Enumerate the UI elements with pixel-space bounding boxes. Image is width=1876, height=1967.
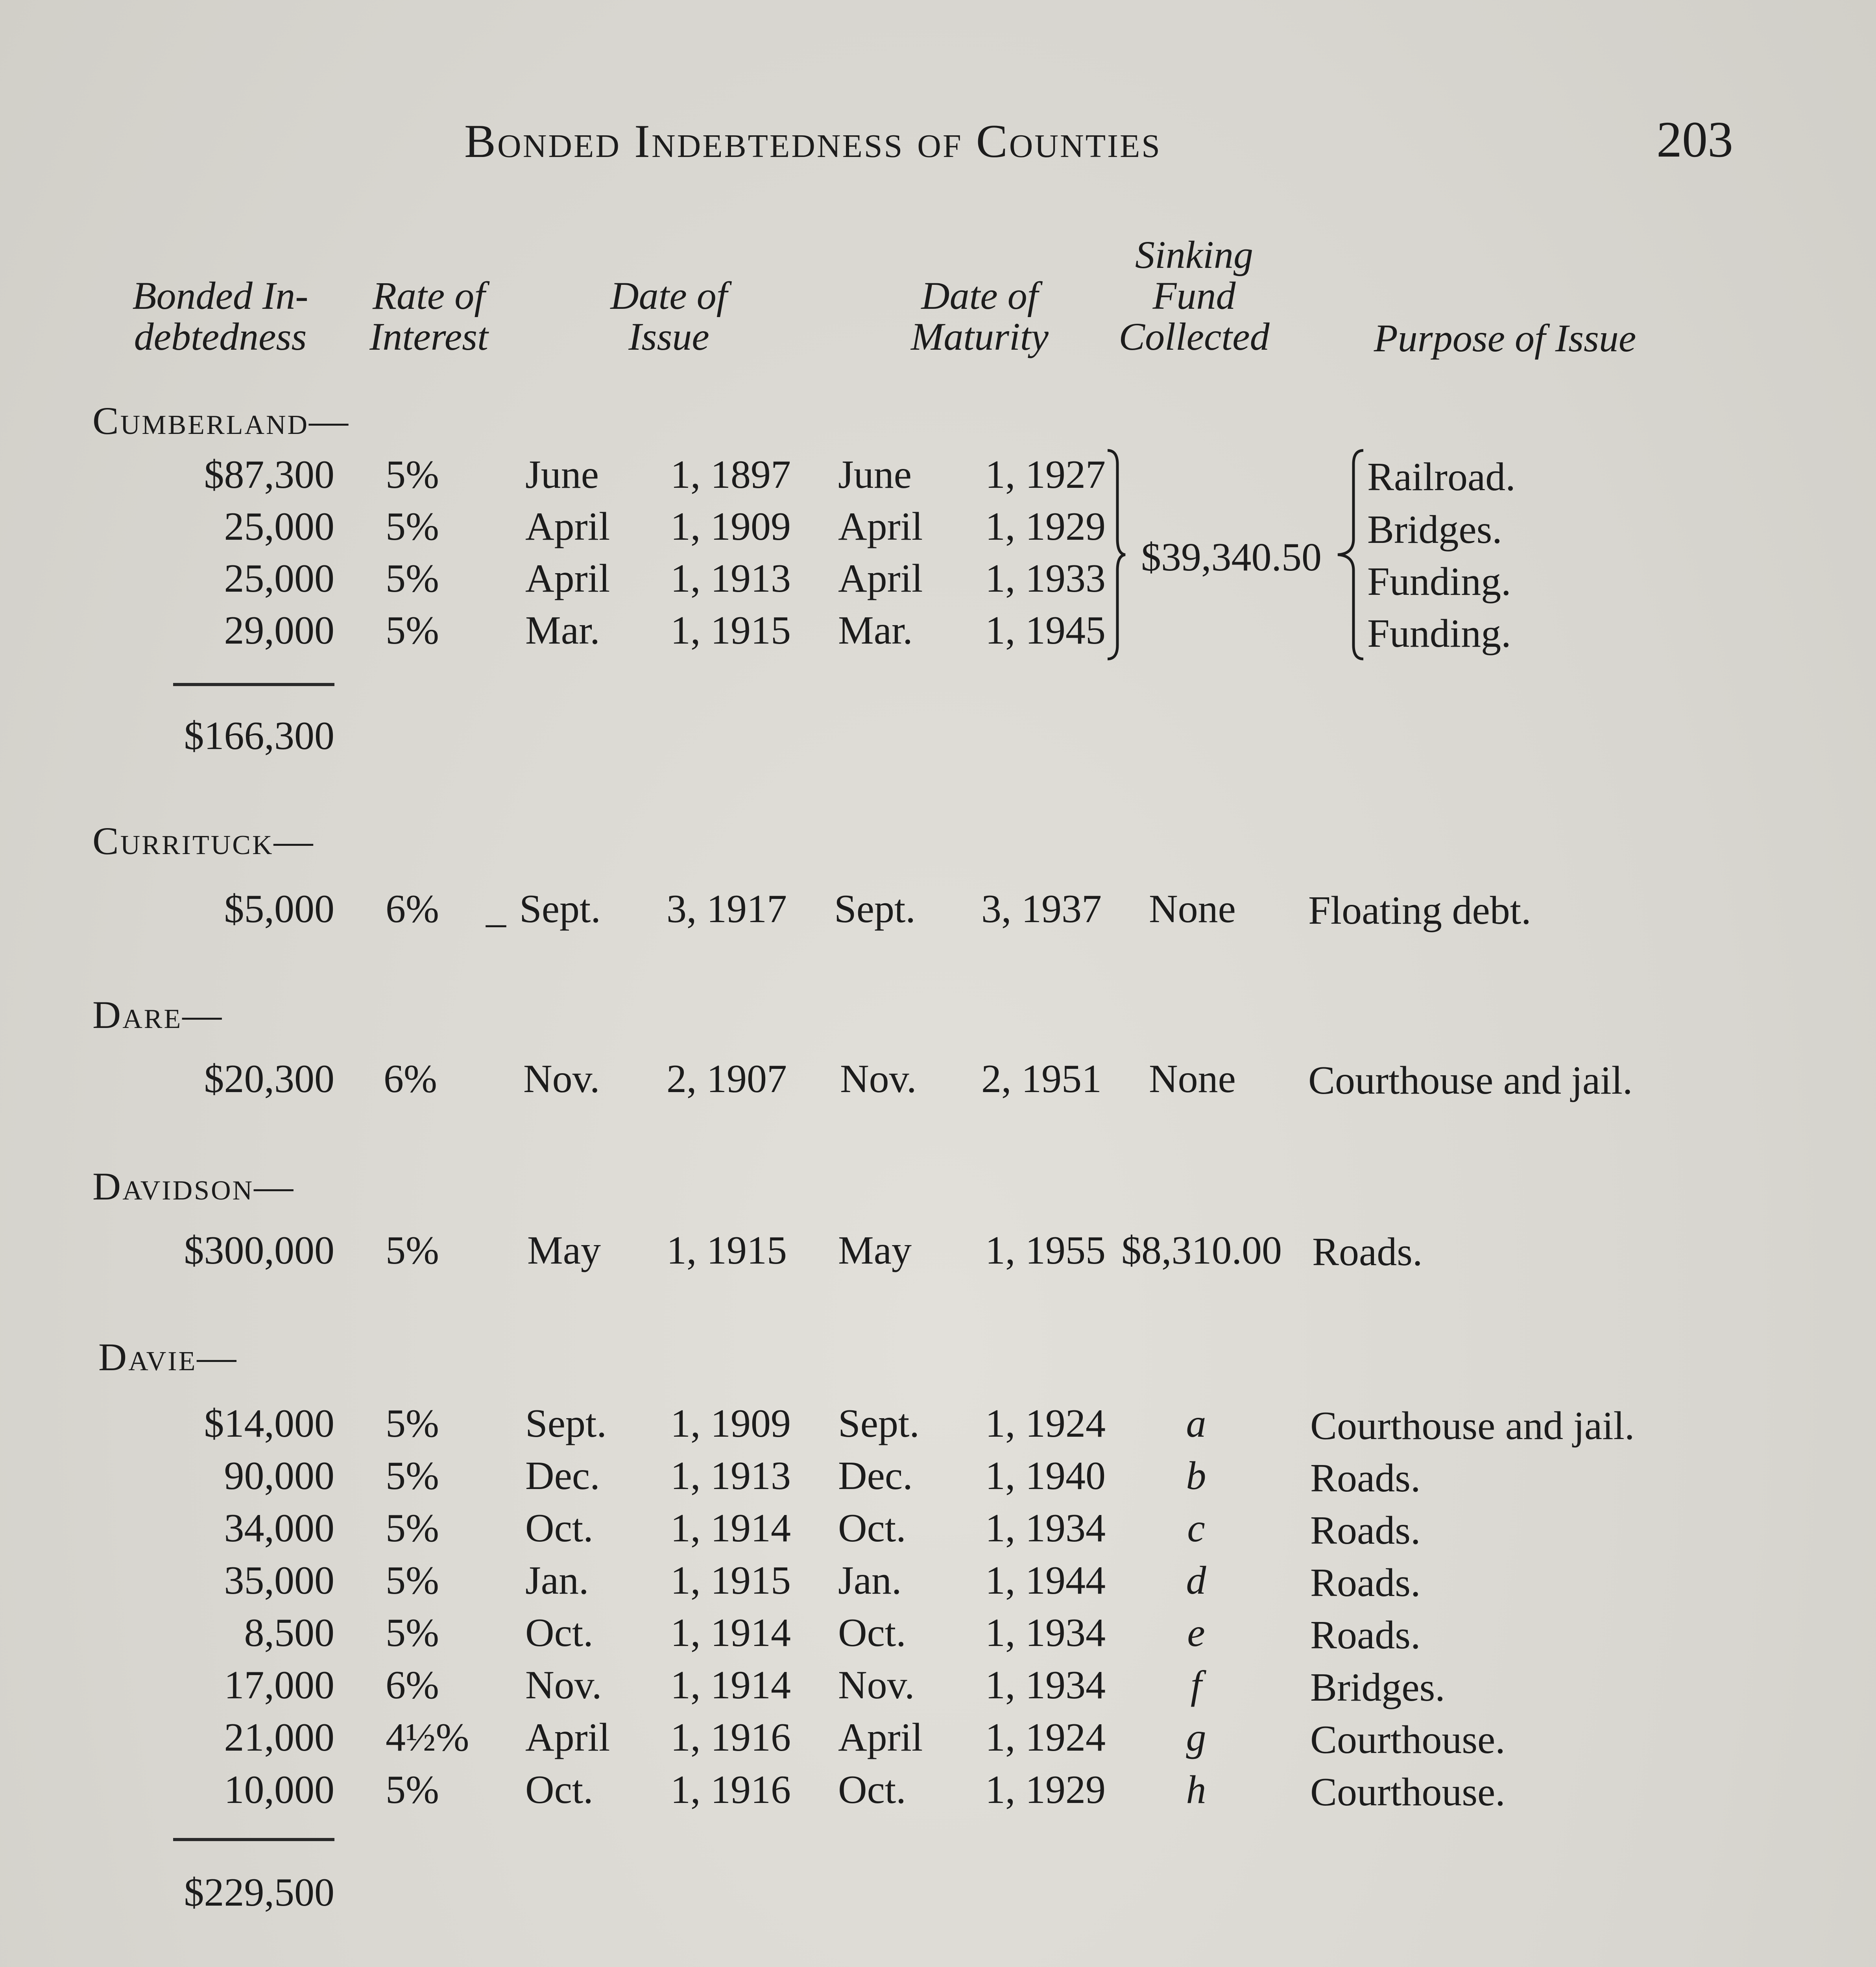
col-header-issue-line2: Issue [628,315,709,358]
davie-mat-month: Jan. [838,1558,902,1603]
davie-amount: 10,000 [224,1768,334,1812]
cumberland-mat-month: April [838,504,923,549]
davie-issue-month: Oct. [525,1506,593,1550]
dare-mat-month: Nov. [840,1057,917,1101]
currituck-mat-month: Sept. [834,887,916,931]
currituck-issue-day: 3, 1917 [667,887,787,931]
cumberland-purpose: Railroad. [1367,455,1516,499]
davie-issue-day: 1, 1916 [670,1768,791,1812]
col-header-sinking-line3: Collected [1119,315,1270,358]
davie-mat-day: 1, 1924 [985,1401,1106,1446]
davie-issue-day: 1, 1916 [670,1715,791,1760]
cumberland-total: $166,300 [184,714,334,758]
davie-purpose: Courthouse. [1310,1718,1505,1762]
davie-issue-month: Nov. [525,1663,602,1707]
col-header-rate [346,275,511,357]
cumberland-mat-month: Mar. [838,608,913,653]
davie-mat-day: 1, 1940 [985,1454,1106,1498]
total-rule [173,683,334,686]
page-number: 203 [1656,111,1733,168]
davie-amount: $14,000 [204,1401,334,1446]
cumberland-purpose: Bridges. [1367,507,1502,552]
currituck-purpose: Floating debt. [1308,888,1531,933]
cumberland-rate: 5% [386,452,439,497]
davidson-issue-month: May [527,1228,601,1273]
dare-sinking: None [1149,1057,1236,1101]
col-header-purpose: Purpose of Issue [1374,316,1636,360]
davie-sinking-ref: c [1187,1506,1205,1550]
col-header-rate-line1: Rate of [372,274,486,317]
davie-issue-month: Dec. [525,1454,600,1498]
currituck-dash: _ [486,887,506,931]
col-header-maturity-line2: Maturity [911,315,1049,358]
davidson-mat-day: 1, 1955 [985,1228,1106,1273]
cumberland-amount: 25,000 [224,556,334,601]
davie-mat-day: 1, 1944 [985,1558,1106,1603]
right-brace [1106,448,1129,661]
currituck-amount: $5,000 [224,887,334,931]
cumberland-amount: 25,000 [224,504,334,549]
davie-sinking-ref: f [1190,1663,1202,1707]
davie-mat-month: Dec. [838,1454,913,1498]
davie-issue-month: Oct. [525,1768,593,1812]
davie-issue-month: Oct. [525,1611,593,1655]
cumberland-purpose: Funding. [1367,559,1511,604]
cumberland-issue-month: April [525,504,610,549]
davie-amount: 90,000 [224,1454,334,1498]
davie-sinking-ref: e [1187,1611,1205,1655]
davie-mat-month: Nov. [838,1663,915,1707]
davie-rate: 5% [386,1454,439,1498]
col-header-bonded-line1: Bonded In- [132,274,308,317]
davie-purpose: Roads. [1310,1613,1421,1657]
davie-rate: 5% [386,1611,439,1655]
dare-rate: 6% [384,1057,437,1101]
left-brace [1334,448,1365,661]
cumberland-issue-day: 1, 1897 [670,452,791,497]
davie-rate: 5% [386,1558,439,1603]
davie-rate: 4½% [386,1715,469,1760]
davie-issue-month: Jan. [525,1558,589,1603]
county-cumberland: Cumberland— [92,399,350,443]
davidson-purpose: Roads. [1312,1230,1423,1274]
col-header-issue [571,275,767,357]
cumberland-mat-day: 1, 1929 [985,504,1106,549]
davie-sinking-ref: b [1186,1454,1206,1498]
davie-issue-day: 1, 1914 [670,1506,791,1550]
currituck-rate: 6% [386,887,439,931]
cumberland-sinking-fund: $39,340.50 [1141,535,1322,579]
davie-amount: 35,000 [224,1558,334,1603]
davie-mat-month: Sept. [838,1401,920,1446]
davidson-rate: 5% [386,1228,439,1273]
davie-mat-day: 1, 1934 [985,1611,1106,1655]
cumberland-mat-day: 1, 1933 [985,556,1106,601]
cumberland-issue-month: April [525,556,610,601]
cumberland-issue-day: 1, 1909 [670,504,791,549]
davie-rate: 5% [386,1401,439,1446]
dare-issue-day: 2, 1907 [667,1057,787,1101]
total-rule [173,1838,334,1841]
dare-mat-day: 2, 1951 [981,1057,1102,1101]
davie-issue-day: 1, 1915 [670,1558,791,1603]
davie-purpose: Roads. [1310,1508,1421,1553]
davie-sinking-ref: d [1186,1558,1206,1603]
davie-issue-month: April [525,1715,610,1760]
davie-rate: 5% [386,1506,439,1550]
davie-rate: 5% [386,1768,439,1812]
cumberland-rate: 5% [386,608,439,653]
davie-total: $229,500 [184,1870,334,1915]
davie-mat-month: Oct. [838,1768,906,1812]
cumberland-mat-month: June [838,452,912,497]
davie-mat-month: April [838,1715,923,1760]
county-currituck: Currituck— [92,819,315,863]
davie-sinking-ref: h [1186,1768,1206,1812]
county-davidson: Davidson— [92,1164,295,1208]
davie-amount: 21,000 [224,1715,334,1760]
davie-issue-month: Sept. [525,1401,607,1446]
col-header-maturity [885,275,1074,357]
davie-amount: 8,500 [244,1611,334,1655]
davie-mat-day: 1, 1924 [985,1715,1106,1760]
davidson-sinking: $8,310.00 [1121,1228,1282,1273]
cumberland-amount: 29,000 [224,608,334,653]
davie-mat-month: Oct. [838,1506,906,1550]
cumberland-amount: $87,300 [204,452,334,497]
col-header-bonded [106,275,334,357]
col-header-sinking-line1: Sinking [1135,233,1253,277]
davie-sinking-ref: a [1186,1401,1206,1446]
col-header-maturity-line1: Date of [921,274,1038,317]
cumberland-issue-day: 1, 1915 [670,608,791,653]
davie-purpose: Bridges. [1310,1665,1445,1710]
col-header-bonded-line2: debtedness [134,315,307,358]
cumberland-mat-day: 1, 1927 [985,452,1106,497]
county-dare: Dare— [92,993,223,1037]
running-title: Bonded Indebtedness of Counties [464,115,1162,167]
davie-sinking-ref: g [1186,1715,1206,1760]
davie-mat-day: 1, 1934 [985,1663,1106,1707]
cumberland-issue-month: Mar. [525,608,600,653]
davie-mat-day: 1, 1934 [985,1506,1106,1550]
davie-purpose: Roads. [1310,1561,1421,1605]
col-header-issue-line1: Date of [610,274,728,317]
davie-issue-day: 1, 1909 [670,1401,791,1446]
cumberland-mat-day: 1, 1945 [985,608,1106,653]
cumberland-issue-month: June [525,452,599,497]
davie-mat-month: Oct. [838,1611,906,1655]
cumberland-issue-day: 1, 1913 [670,556,791,601]
davie-amount: 34,000 [224,1506,334,1550]
davidson-mat-month: May [838,1228,912,1273]
dare-issue-month: Nov. [523,1057,600,1101]
currituck-issue-month: Sept. [519,887,601,931]
davidson-amount: $300,000 [184,1228,334,1273]
davie-purpose: Roads. [1310,1456,1421,1500]
col-header-rate-line2: Interest [369,315,488,358]
davie-issue-day: 1, 1913 [670,1454,791,1498]
county-davie: Davie— [98,1335,238,1379]
dare-purpose: Courthouse and jail. [1308,1058,1633,1103]
currituck-mat-day: 3, 1937 [981,887,1102,931]
dare-amount: $20,300 [204,1057,334,1101]
col-header-sinking-line2: Fund [1152,274,1236,317]
davidson-issue-day: 1, 1915 [667,1228,787,1273]
cumberland-purpose: Funding. [1367,611,1511,656]
davie-rate: 6% [386,1663,439,1707]
cumberland-rate: 5% [386,504,439,549]
davie-mat-day: 1, 1929 [985,1768,1106,1812]
davie-issue-day: 1, 1914 [670,1611,791,1655]
cumberland-rate: 5% [386,556,439,601]
davie-purpose: Courthouse and jail. [1310,1404,1635,1448]
col-header-sinking [1102,234,1287,357]
davie-issue-day: 1, 1914 [670,1663,791,1707]
davie-amount: 17,000 [224,1663,334,1707]
currituck-sinking: None [1149,887,1236,931]
cumberland-mat-month: April [838,556,923,601]
davie-purpose: Courthouse. [1310,1770,1505,1814]
